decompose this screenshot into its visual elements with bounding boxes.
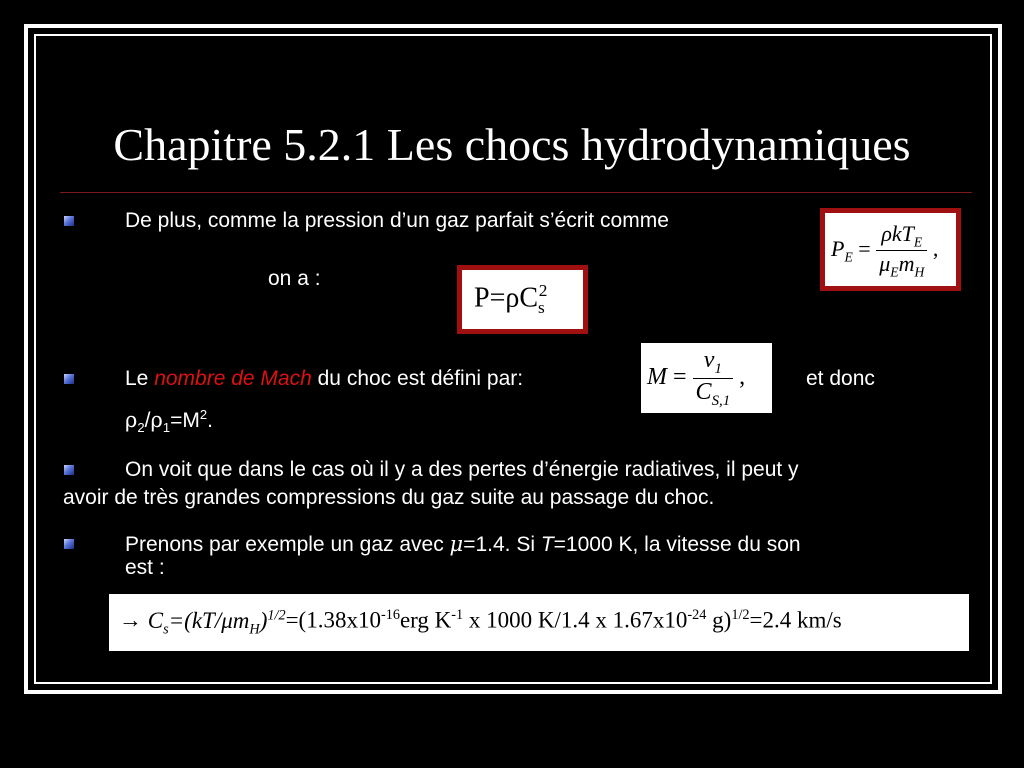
term-mach-number: nombre de Mach bbox=[154, 367, 312, 390]
text-et-donc: et donc bbox=[806, 367, 875, 390]
bullet-icon bbox=[64, 465, 74, 475]
paragraph-mach: Le nombre de Mach du choc est défini par: bbox=[125, 367, 524, 390]
paragraph-on-a: on a : bbox=[268, 267, 321, 290]
paragraph-exemple-line2: est : bbox=[125, 556, 165, 579]
bullet-icon bbox=[64, 539, 74, 549]
equation-sound-speed-result: → $C_s=(kT/\mu m_H)^{1/2}=(1.38x10^{-16}erg$ $K^{-1}$ x 1000 K/1.4 x $1.67x10^{-24}$ g)$^{1/2}$=2.4 km/s bbox=[109, 594, 969, 651]
paragraph-compression-line1: On voit que dans le cas où il y a des pertes d’énergie radiatives, il peut y bbox=[125, 458, 799, 481]
equation-pressure-sound-speed: $P=\rho C_s^2$ bbox=[457, 265, 588, 334]
paragraph-pression: De plus, comme la pression d’un gaz parfait s’écrit comme bbox=[125, 209, 669, 232]
density-ratio: $\rho_2/\rho_1=M^2$. bbox=[125, 407, 213, 436]
equation-pressure-gas: $P_E$ = $\frac{\rho kT_E}{\mu_Em_H}$ , bbox=[820, 208, 961, 291]
equation-mach-number: M = $\frac{v_1}{C_{S,1}}$ , bbox=[641, 343, 772, 413]
bullet-icon bbox=[64, 374, 74, 384]
slide-title: Chapitre 5.2.1 Les chocs hydrodynamiques bbox=[113, 119, 911, 170]
bullet-icon bbox=[64, 216, 74, 226]
paragraph-exemple-line1: Prenons par exemple un gaz avec μ=1.4. Si T=1000 K, la vitesse du son bbox=[125, 532, 801, 556]
paragraph-compression-line2: avoir de très grandes compressions du gaz suite au passage du choc. bbox=[63, 486, 715, 509]
arrow-icon: → bbox=[119, 607, 142, 633]
title-divider bbox=[60, 192, 972, 193]
